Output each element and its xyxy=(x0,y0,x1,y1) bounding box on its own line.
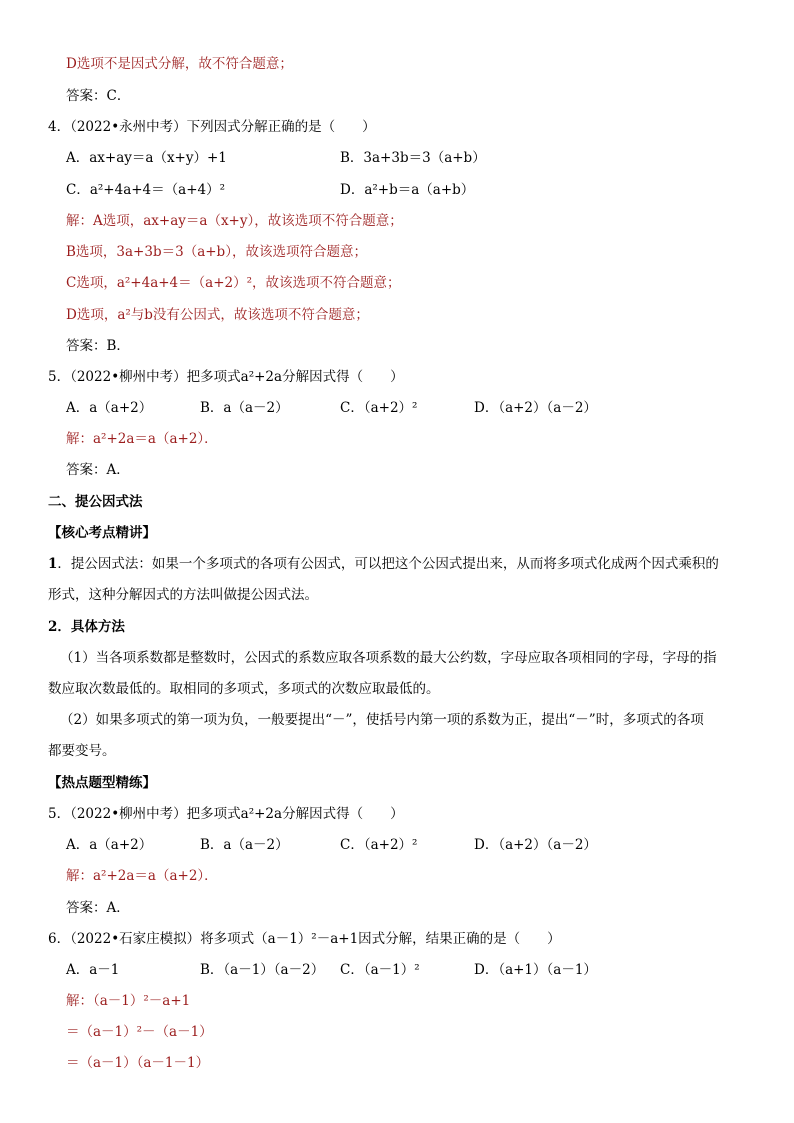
answer-line: 答案：B． xyxy=(66,338,130,354)
solution-line: 解：a²+2a＝a（a+2）． xyxy=(66,868,218,884)
solution-line: D选项不是因式分解，故不符合题意； xyxy=(66,56,293,72)
solution-line: ＝（a－1）（a－1－1） xyxy=(66,1055,210,1071)
paragraph-line: （2）如果多项式的第一项为负，一般要提出“－”，使括号内第一项的系数为正，提出“－”时，多项式的各项 xyxy=(60,712,704,728)
solution-line: ＝（a－1）²－（a－1） xyxy=(66,1024,213,1040)
option-a: A．a－1 xyxy=(66,962,120,978)
subsection-heading: 【核心考点精讲】 xyxy=(48,525,156,541)
answer-line: 答案：A． xyxy=(66,900,130,916)
solution-line: C选项，a²+4a+4＝（a+2）²，故该选项不符合题意； xyxy=(66,275,401,291)
option-d: D．（a+1）（a－1） xyxy=(474,962,597,978)
paragraph-text: ．提公因式法：如果一个多项式的各项有公因式，可以把这个公因式提出来，从而将多项式化成两个因式乘积的 xyxy=(57,556,719,572)
item-number: 1 xyxy=(48,556,58,572)
solution-line: 解：A选项，ax+ay＝a（x+y），故该选项不符合题意； xyxy=(66,213,403,229)
paragraph-heading: 2．具体方法 xyxy=(48,619,125,635)
question-6-stem: 6．（2022•石家庄模拟）将多项式（a－1）²－a+1因式分解，结果正确的是（ ） xyxy=(48,931,561,947)
paragraph-line: 数应取次数最低的。取相同的多项式，多项式的次数应取最低的。 xyxy=(48,681,440,697)
option-c: C．（a－1）² xyxy=(340,962,420,978)
solution-line: 解：（a－1）²－a+1 xyxy=(66,993,191,1009)
answer-line: 答案：C． xyxy=(66,88,131,104)
option-d: D．（a+2）（a－2） xyxy=(474,400,597,416)
solution-line: 解：a²+2a＝a（a+2）． xyxy=(66,431,218,447)
option-b: B．3a+3b＝3（a+b） xyxy=(340,150,486,166)
option-c: C．（a+2）² xyxy=(340,400,418,416)
paragraph-line: 形式，这种分解因式的方法叫做提公因式法。 xyxy=(48,587,318,603)
option-c: C．a²+4a+4＝（a+4）² xyxy=(66,182,226,198)
paragraph-line: 都要变号。 xyxy=(48,743,116,759)
paragraph-line xyxy=(48,554,719,574)
option-b: B．（a－1）（a－2） xyxy=(200,962,325,978)
solution-line: D选项，a²与b没有公因式，故该选项不符合题意； xyxy=(66,307,369,323)
question-5-stem: 5．（2022•柳州中考）把多项式a²+2a分解因式得（ ） xyxy=(48,806,404,822)
subsection-heading: 【热点题型精练】 xyxy=(48,775,156,791)
option-b: B．a（a－2） xyxy=(200,400,289,416)
option-d: D．（a+2）（a－2） xyxy=(474,837,597,853)
section-heading: 二、提公因式法 xyxy=(48,494,143,510)
option-a: A．a（a+2） xyxy=(66,400,153,416)
question-4-stem: 4．（2022•永州中考）下列因式分解正确的是（ ） xyxy=(48,119,376,135)
solution-line: B选项，3a+3b＝3（a+b），故该选项符合题意； xyxy=(66,244,367,260)
option-a: A．ax+ay＝a（x+y）+1 xyxy=(66,150,227,166)
option-c: C．（a+2）² xyxy=(340,837,418,853)
paragraph-line: （1）当各项系数都是整数时，公因式的系数应取各项系数的最大公约数，字母应取各项相同的字母，字母的指 xyxy=(60,650,717,666)
answer-line: 答案：A． xyxy=(66,462,130,478)
option-d: D．a²+b＝a（a+b） xyxy=(340,182,475,198)
option-b: B．a（a－2） xyxy=(200,837,289,853)
option-a: A．a（a+2） xyxy=(66,837,153,853)
question-5-stem: 5．（2022•柳州中考）把多项式a²+2a分解因式得（ ） xyxy=(48,369,404,385)
